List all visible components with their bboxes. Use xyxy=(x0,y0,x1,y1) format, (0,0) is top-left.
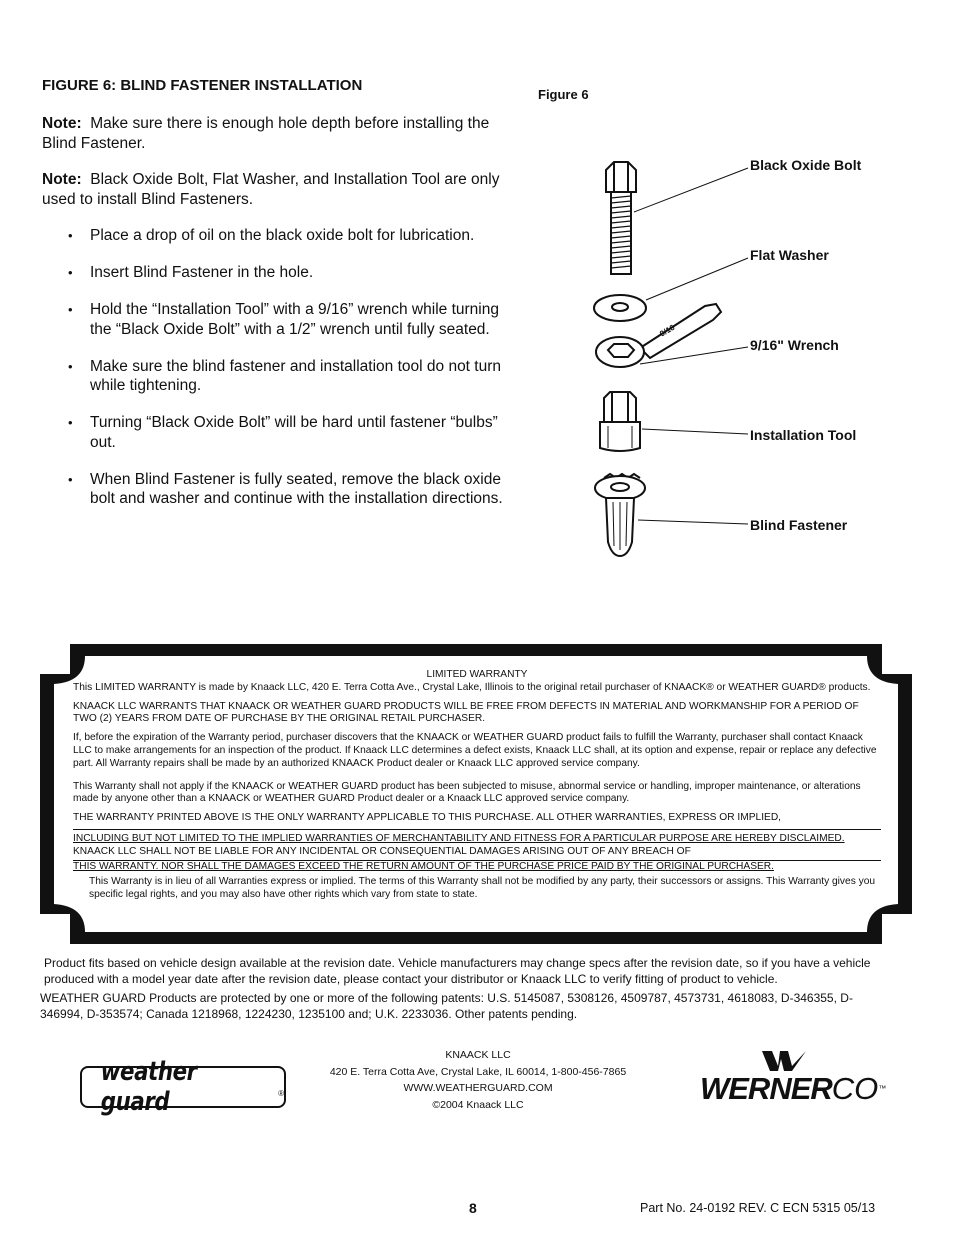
black-oxide-bolt-icon xyxy=(606,162,636,274)
warranty-paragraph: THIS WARRANTY. NOR SHALL THE DAMAGES EXCEED THE RETURN AMOUNT OF THE PURCHASE PRICE PAID BY THE ORIGINAL PURCHASER. xyxy=(73,860,774,872)
logo-text-bold: WERNER xyxy=(700,1071,832,1106)
weather-guard-logo: weather guard ® xyxy=(80,1066,286,1108)
list-item: • Place a drop of oil on the black oxide bolt for lubrication. xyxy=(68,227,475,244)
label-black-oxide-bolt: Black Oxide Bolt xyxy=(750,157,862,173)
list-item-text: Hold the “Installation Tool” with a 9/16” wrench while turning the “Black Oxide Bolt” with a 1/2” wrench until fully seated. xyxy=(90,301,499,338)
company-address: 420 E. Terra Cotta Ave, Crystal Lake, IL 60014, 1-800-456-7865 xyxy=(329,1065,627,1078)
warranty-section xyxy=(73,669,881,908)
note-text: Black Oxide Bolt, Flat Washer, and Installation Tool are only used to install Blind Fasteners. xyxy=(42,171,500,208)
divider xyxy=(73,829,881,830)
fitment-note: Product fits based on vehicle design available at the revision date. Vehicle manufacturers may change specs after the revision date, so if you have a vehicle produced with a model year date after the revision date, please contact your distributor or Knaack LLC to verify fitting of product to vehicle. xyxy=(44,956,871,986)
warranty-paragraph: INCLUDING BUT NOT LIMITED TO THE IMPLIED WARRANTIES OF MERCHANTABILITY AND FITNESS FOR A PARTICULAR PURPOSE ARE HEREBY DISCLAIMED. xyxy=(73,832,845,844)
patents-note: WEATHER GUARD Products are protected by one or more of the following patents: U.S. 5145087, 5308126, 4509787, 4573731, 4618083, D-346355, D-346994, D-353574; Canada 1218968, 1224230, 1235100 and; U.K. 2233036. Other patents pending. xyxy=(40,991,853,1021)
werner-mark-icon xyxy=(762,1050,808,1072)
registered-mark: ® xyxy=(278,1089,284,1098)
warranty-paragraph: This LIMITED WARRANTY is made by Knaack LLC, 420 E. Terra Cotta Ave., Crystal Lake, Illinois to the original retail purchaser of KNAACK® or WEATHER GUARD® products. xyxy=(73,681,871,693)
note-label: Note: xyxy=(42,115,82,132)
list-item-text: Insert Blind Fastener in the hole. xyxy=(90,264,314,281)
warranty-paragraph: This Warranty is in lieu of all Warranties express or implied. The terms of this Warranty shall not be modified by any party, their successors or assigns. This Warranty gives you specific legal rights, and you may also have other rights which vary from state to state. xyxy=(89,876,876,901)
installation-tool-icon xyxy=(600,392,640,451)
warranty-paragraph: This Warranty shall not apply if the KNAACK or WEATHER GUARD product has been subjected to misuse, abnormal service or handling, improper maintenance, or alterations made by anyone other than a KNAACK or WEATHER GUARD Product dealer or a Knaack LLC approved service company. xyxy=(73,780,861,805)
figure-6-illustration xyxy=(0,0,954,600)
warranty-paragraph: If, before the expiration of the Warranty period, purchaser discovers that the KNAACK or WEATHER GUARD product fails to fulfill the Warranty, purchaser shall contact Knaack LLC to make arrangements for an inspection of the product. If Knaack LLC determines a defect exists, Knaack LLC shall, at its option and expense, repair or replace any defective part. All Warranty repairs shall be made by an authorized KNAACK Product dealer or Knaack LLC approved service company. xyxy=(73,732,877,769)
warranty-paragraph: THE WARRANTY PRINTED ABOVE IS THE ONLY WARRANTY APPLICABLE TO THIS PURCHASE. ALL OTHER WARRANTIES, EXPRESS OR IMPLIED, xyxy=(73,812,782,824)
page-number: 8 xyxy=(469,1200,477,1216)
list-item-text: When Blind Fastener is fully seated, remove the black oxide bolt and washer and continue with the installation directions. xyxy=(90,470,503,507)
label-blind-fastener: Blind Fastener xyxy=(750,517,848,533)
company-name: KNAACK LLC xyxy=(445,1049,511,1061)
warranty-paragraph: KNAACK LLC WARRANTS THAT KNAACK OR WEATHER GUARD PRODUCTS WILL BE FREE FROM DEFECTS IN MATERIAL AND WORKMANSHIP FOR A PERIOD OF TWO (2) YEARS FROM DATE OF PURCHASE BY THE ORIGINAL RETAIL PURCHASER. xyxy=(73,700,859,725)
flat-washer-icon xyxy=(594,295,646,321)
wernerco-logo xyxy=(700,1050,900,1112)
trademark-mark: ™ xyxy=(878,1084,887,1093)
list-item: • Turning “Black Oxide Bolt” will be hard until fastener “bulbs” out. xyxy=(68,414,498,451)
blind-fastener-icon xyxy=(595,474,645,556)
contact-block xyxy=(300,1047,656,1113)
company-website: WWW.WEATHERGUARD.COM xyxy=(403,1082,553,1094)
list-item-text: Place a drop of oil on the black oxide bolt for lubrication. xyxy=(90,227,475,244)
label-wrench: 9/16" Wrench xyxy=(750,337,839,353)
list-item-text: Turning “Black Oxide Bolt” will be hard until fastener “bulbs” out. xyxy=(90,414,498,451)
list-item: • Insert Blind Fastener in the hole. xyxy=(68,264,314,281)
figure-label: Figure 6 xyxy=(538,87,589,102)
wrench-marking: 9/16 xyxy=(658,322,677,339)
part-number: Part No. 24-0192 REV. C ECN 5315 05/13 xyxy=(640,1201,876,1215)
label-installation-tool: Installation Tool xyxy=(750,427,857,443)
list-item: • When Blind Fastener is fully seated, remove the black oxide bolt and washer and continue with the installation directions. xyxy=(68,470,503,507)
warranty-paragraph: KNAACK LLC SHALL NOT BE LIABLE FOR ANY INCIDENTAL OR CONSEQUENTIAL DAMAGES ARISING OUT OF ANY BREACH OF xyxy=(73,845,691,857)
list-item-text: Make sure the blind fastener and installation tool do not turn while tightening. xyxy=(90,357,502,394)
warranty-title: LIMITED WARRANTY xyxy=(426,669,528,680)
figure-heading: FIGURE 6: BLIND FASTENER INSTALLATION xyxy=(42,77,363,94)
list-item: • Make sure the blind fastener and installation tool do not turn while tightening. xyxy=(68,357,502,394)
label-flat-washer: Flat Washer xyxy=(750,247,829,263)
list-item: • Hold the “Installation Tool” with a 9/16” wrench while turning the “Black Oxide Bolt” with a 1/2” wrench until fully seated. xyxy=(68,301,499,338)
logo-text-light: CO xyxy=(831,1071,879,1106)
copyright: ©2004 Knaack LLC xyxy=(432,1098,524,1111)
note-text: Make sure there is enough hole depth before installing the Blind Fastener. xyxy=(42,115,490,152)
note-label: Note: xyxy=(42,171,82,188)
